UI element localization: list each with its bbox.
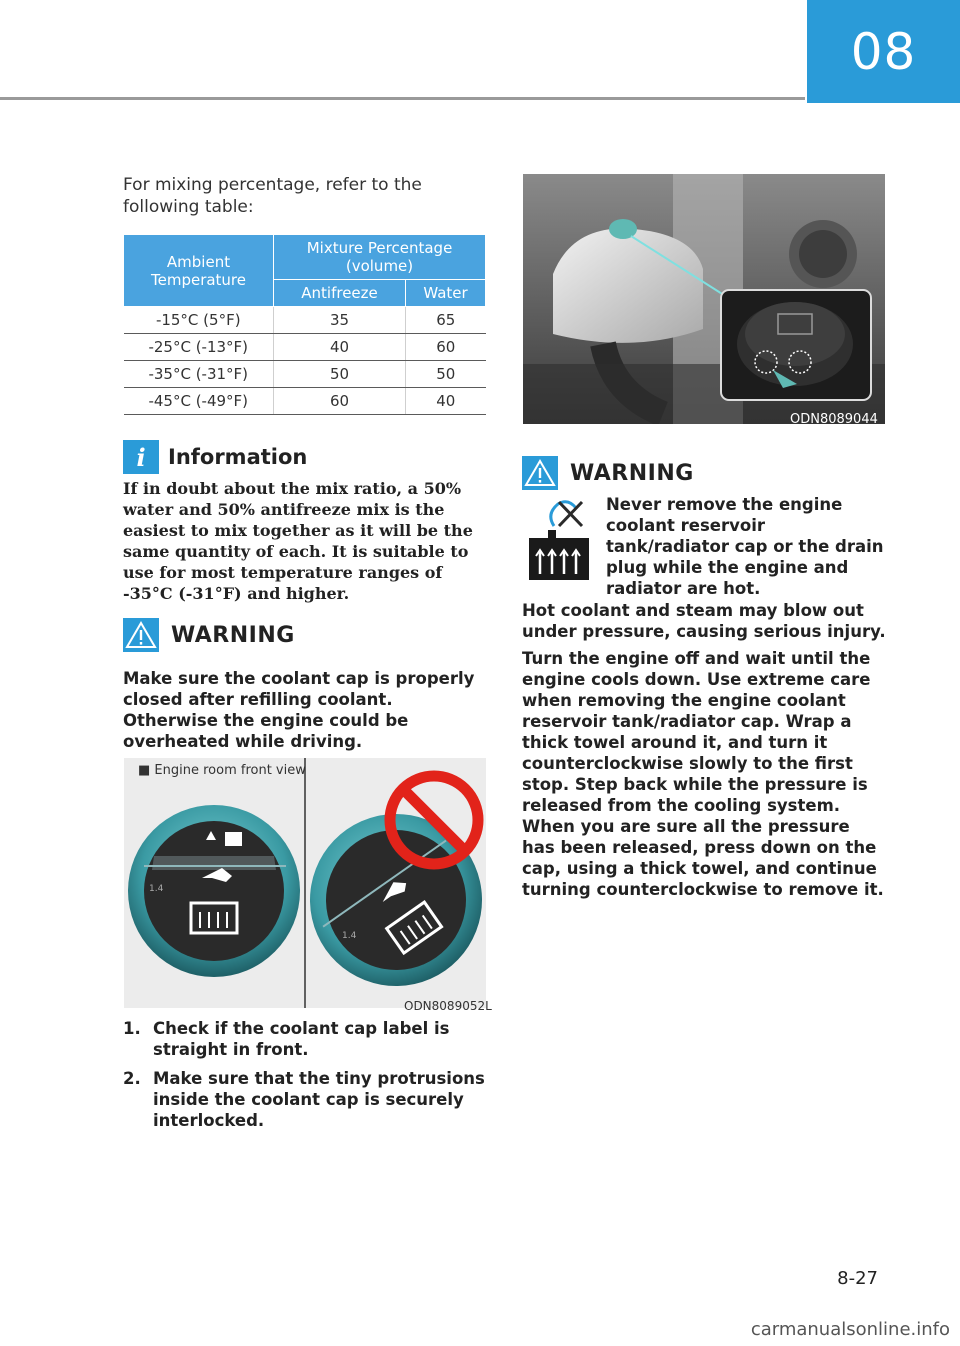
steps-list <box>123 1018 485 1139</box>
information-title: Information <box>168 445 308 469</box>
information-icon: i <box>123 440 159 474</box>
list-item <box>123 1068 485 1131</box>
cell-temperature: -35°C (-31°F) <box>124 361 274 388</box>
warning-triangle-icon <box>123 618 159 652</box>
cell-temperature: -15°C (5°F) <box>124 307 274 334</box>
table-row <box>124 334 486 361</box>
warning-title: WARNING <box>171 622 295 648</box>
page-number: 8-27 <box>837 1268 878 1289</box>
col-mixture-percentage: Mixture Percentage (volume) <box>274 235 486 280</box>
cell-temperature: -45°C (-49°F) <box>124 388 274 415</box>
cap-mark-left: 1.4 <box>149 884 164 894</box>
intro-text: For mixing percentage, refer to the following table: <box>123 175 422 217</box>
table-row <box>124 361 486 388</box>
cell-water: 60 <box>406 334 486 361</box>
watermark: carmanualsonline.info <box>750 1319 950 1340</box>
cell-water: 50 <box>406 361 486 388</box>
header-rule <box>0 97 805 100</box>
figure-caption: ■ Engine room front view <box>138 763 306 778</box>
hot-radiator-icon <box>524 496 594 590</box>
information-header <box>123 440 307 474</box>
cell-temperature: -25°C (-13°F) <box>124 334 274 361</box>
warning-title: WARNING <box>570 460 694 486</box>
photo-code: ODN8089044 <box>790 412 878 427</box>
cell-water: 40 <box>406 388 486 415</box>
step-number: 2. <box>123 1069 141 1088</box>
cell-antifreeze: 60 <box>274 388 406 415</box>
information-text: If in doubt about the mix ratio, a 50% water and 50% antifreeze mix is the easiest to mix together as it will be the same quantity of each. It is suitable to use for most temperature ranges of -35°C (-31°F) and higher. <box>123 479 473 603</box>
warning-paragraph-1: Hot coolant and steam may blow out under pressure, causing serious injury. <box>522 601 886 641</box>
table-row <box>124 307 486 334</box>
step-number: 1. <box>123 1019 141 1038</box>
cell-antifreeze: 50 <box>274 361 406 388</box>
warning-icon-text: Never remove the engine coolant reservoir tank/radiator cap or the drain plug while the engine and radiator are hot. <box>606 495 884 598</box>
table-row <box>124 388 486 415</box>
cell-water: 65 <box>406 307 486 334</box>
warning-triangle-icon <box>522 456 558 490</box>
cap-mark-right: 1.4 <box>342 931 357 941</box>
mixing-table <box>123 234 486 415</box>
cell-antifreeze: 40 <box>274 334 406 361</box>
warning-paragraph-2: Turn the engine off and wait until the engine cools down. Use extreme care when removing the engine coolant reservoir tank/radiator cap. Wrap a thick towel around it, and turn it counterclockwise slowly to the first stop. Step back while the pressure is released from the cooling system. When you are sure all the pressure has been released, press down on the cap, using a thick towel, and continue turning counterclockwise to remove it. <box>522 649 884 899</box>
chapter-number: 08 <box>807 0 960 103</box>
step-text: Check if the coolant cap label is straight in front. <box>153 1019 450 1059</box>
col-water: Water <box>406 280 486 307</box>
warning-text: Make sure the coolant cap is properly closed after refilling coolant. Otherwise the engine could be overheated while driving. <box>123 669 475 751</box>
figure-code: ODN8089052L <box>404 999 492 1013</box>
warning-header <box>123 618 295 652</box>
col-ambient-temperature: Ambient Temperature <box>124 235 274 307</box>
coolant-cap-figure <box>124 758 486 1008</box>
list-item <box>123 1018 485 1060</box>
warning-header-right <box>522 456 694 490</box>
cell-antifreeze: 35 <box>274 307 406 334</box>
step-text: Make sure that the tiny protrusions inside the coolant cap is securely interlocked. <box>153 1069 485 1130</box>
col-antifreeze: Antifreeze <box>274 280 406 307</box>
engine-reservoir-photo <box>523 174 885 424</box>
